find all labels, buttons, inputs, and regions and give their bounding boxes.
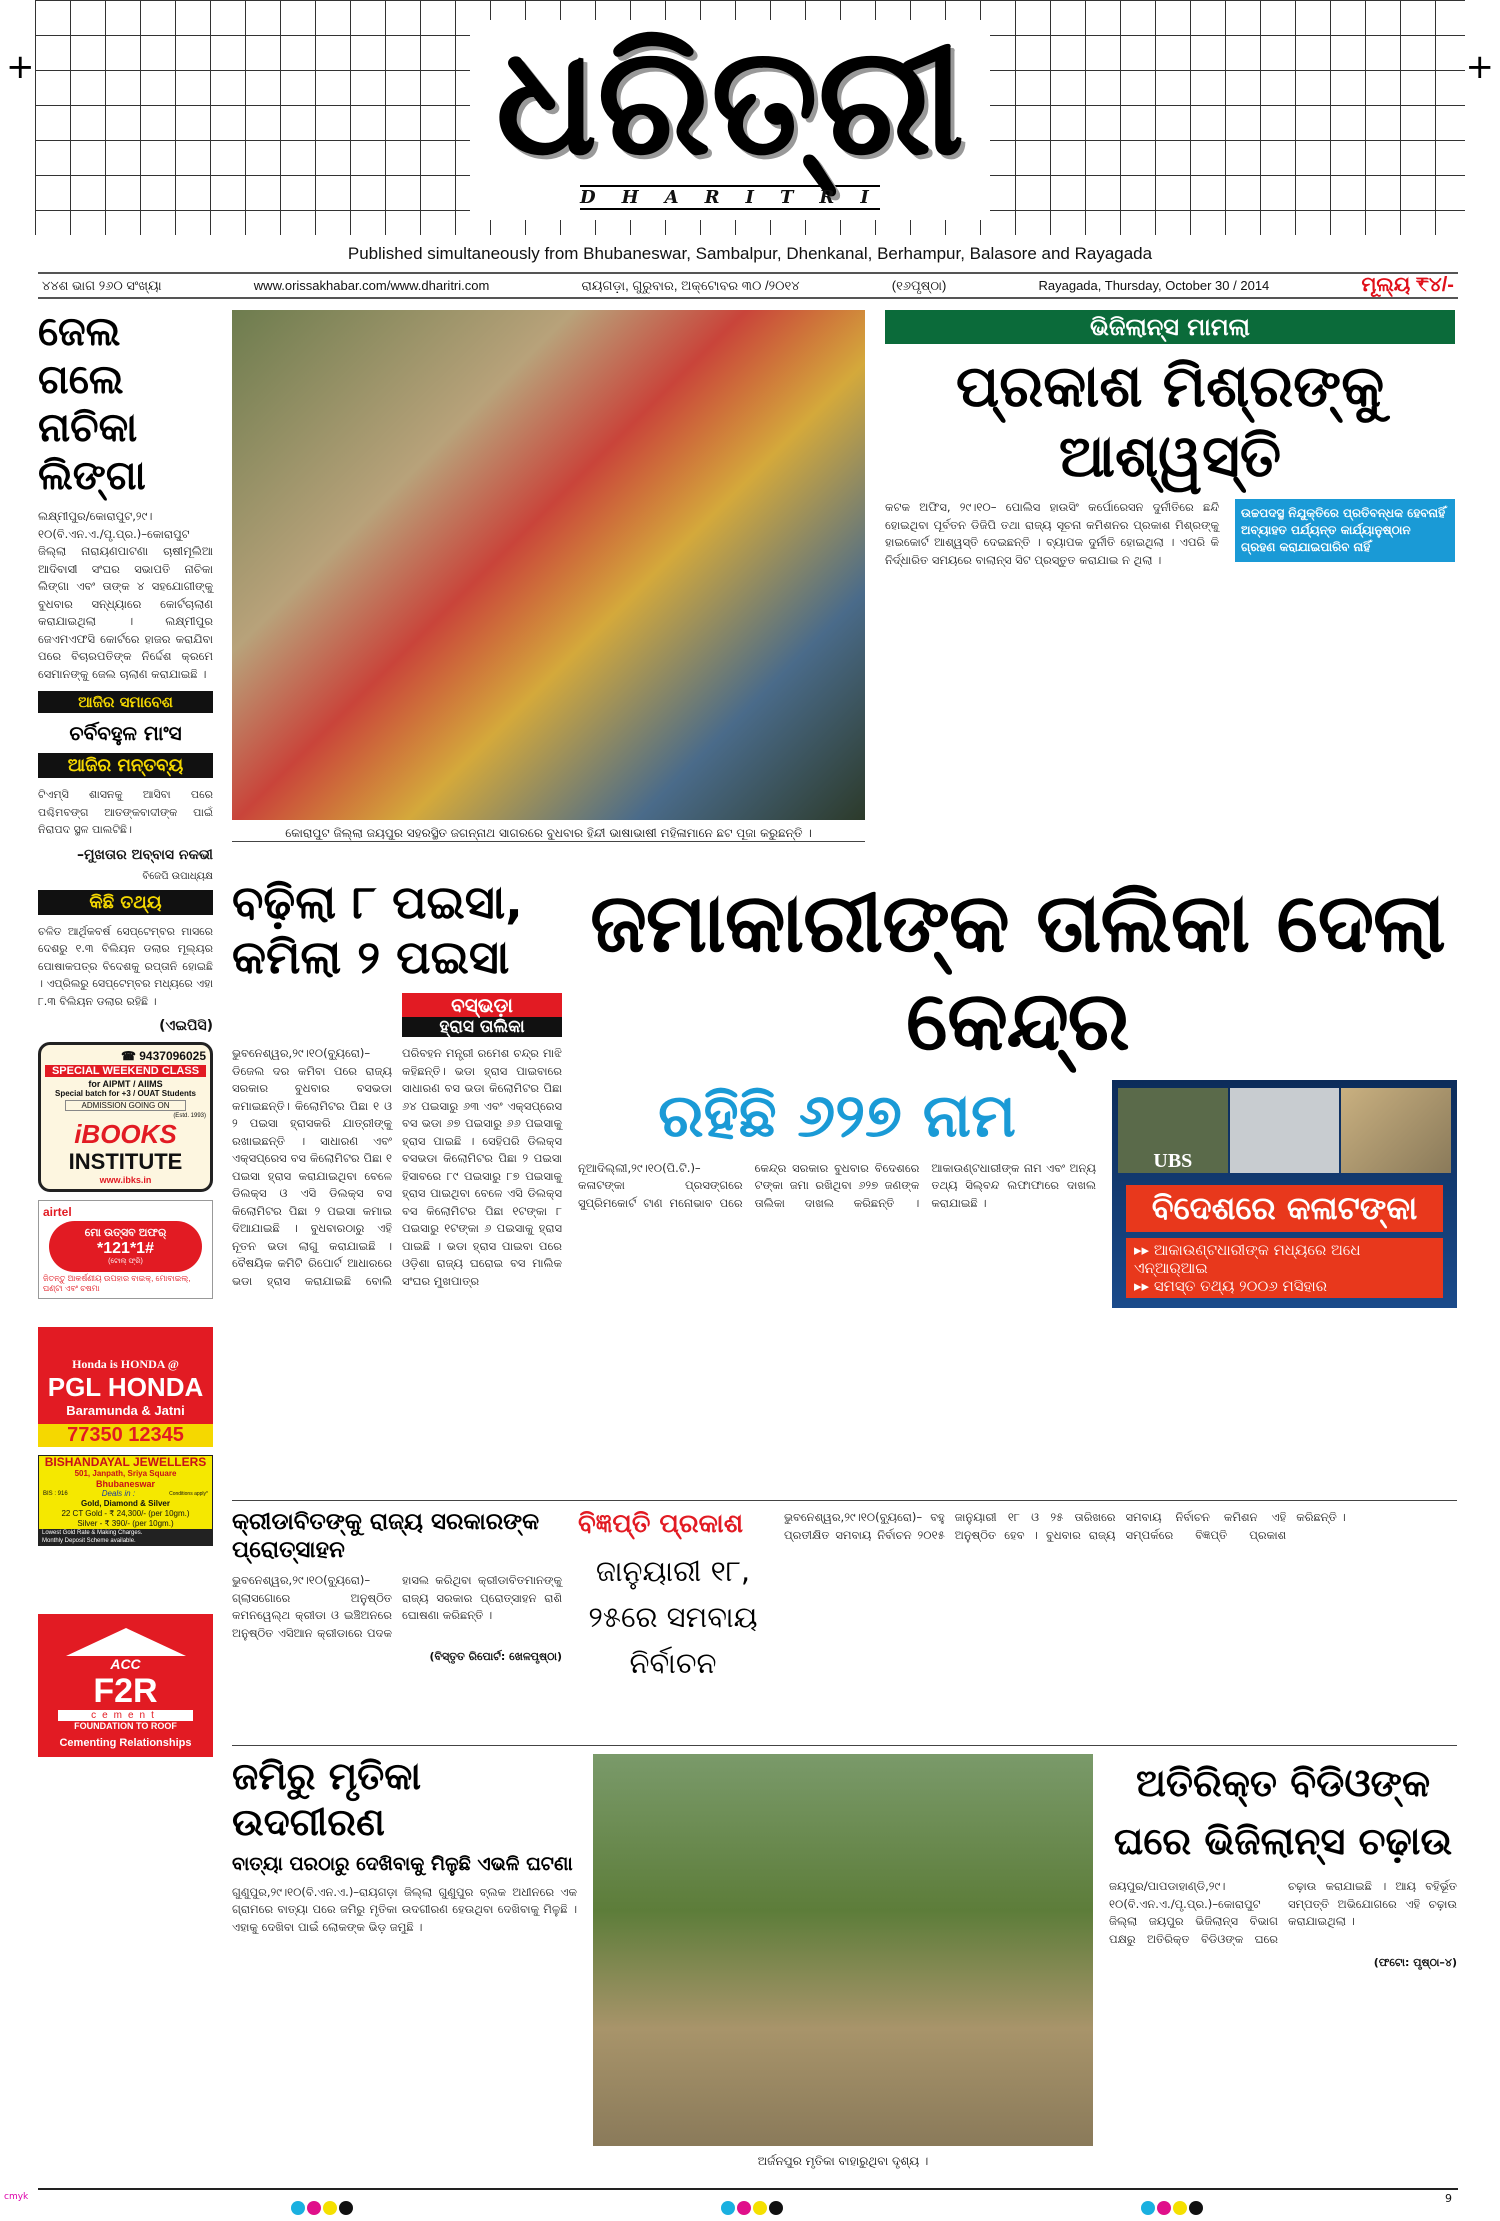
ibooks-phone: ☎ 9437096025 [120, 1049, 206, 1063]
bank-photo [1230, 1088, 1340, 1173]
conditions: Conditions apply* [169, 1491, 208, 1497]
photo-caption: କୋରାପୁଟ ଜିଲ୍ଲା ଜୟପୁର ସହରସ୍ଥିତ ଜଗନ୍ନାଥ ସାଗରରେ ବୁଧବାର ହିନ୍ଦୀ ଭାଷାଭାଷୀ ମହିଳାମାନେ ଛଟ ପୂଜା କରୁଛନ୍ତି । [232, 826, 865, 842]
bdo-body: ଜୟପୁର/ପାପଡାହାଣ୍ଡି,୨୯।୧୦(ବି.ଏନ.ଏ./ପୃ.ପ୍ର.)–କୋରାପୁଟ ଜିଲ୍ଲା ଜୟପୁର ଭିଜିଲାନ୍ସ ବିଭାଗ ପକ୍ଷରୁ ଅତିରିକ୍ତ ବିଡିଓଙ୍କ ଘରେ ଚଢ଼ାଉ କରାଯାଇଛି । ଆୟ ବହିର୍ଭୂତ ସମ୍ପତ୍ତି ଅଭିଯୋଗରେ ଏହି ଚଢ଼ାଉ କରାଯାଇଥିଲା । [1109, 1879, 1457, 1946]
ibooks-institute: INSTITUTE [68, 1149, 183, 1174]
soil-subhead: ବାତ୍ୟା ପରଠାରୁ ଦେଖିବାକୁ ମିଳୁଛି ଏଭଳି ଘଟଣା [232, 1853, 573, 1876]
bus-fare-body: ଭୁବନେଶ୍ୱର,୨୯।୧୦(ବ୍ୟୁରୋ)– ଡିଜେଲ ଦର କମିବା ପରେ ରାଜ୍ୟ ସରକାର ବୁଧବାର ବସଭଡା କମାଇଛନ୍ତି। କିଲୋମିଟର ପିଛା ୧ ଓ ୨ ପଇସା ହ୍ରାସକରି ଯାତ୍ରୀଙ୍କୁ ରଖାଇଛନ୍ତି । ସାଧାରଣ ଏବଂ ଏକ୍ସପ୍ରେସ ବସ କିଲୋମିଟର ପିଛା ୧ ପଇସା ହ୍ରାସ କରାଯାଇଥିବା ବେଳେ ଡିଲକ୍ସ ଓ ଏସି ଡିଲକ୍ସ ବସ କିଲୋମିଟର ପିଛା ୨ ପଇସା କମାଇ ଦିଆଯାଇଛି । ବୁଧବାରଠାରୁ ଏହି ନୂତନ ଭଡା ଲାଗୁ କରାଯାଇଛି । ବୈଷୟିକ କମିଟି ରିପୋର୍ଟ ଆଧାରରେ ଭଡା ହ୍ରାସ କରାଯାଇଛି ବୋଲି ପରିବହନ ମନ୍ତ୍ରୀ ରମେଶ ଚନ୍ଦ୍ର ମାଝି କହିଛନ୍ତି। ଭଡା ହ୍ରାସ ପାଇବାରେ ସାଧାରଣ ବସ ଭଡା କିଲୋମିଟର ପିଛା ୬୪ ପଇସାରୁ ୬୩ ଏବଂ ଏକ୍ସପ୍ରେସ ବସ ଭଡା ୬୭ ପଇସାରୁ ୬୬ ପଇସାକୁ ହ୍ରାସ ପାଇଛି । ସେହିପରି ଡିଲକ୍ସ ବସଭଡା କିଲୋମିଟର ପିଛା ୨ ପଇସା ହିସାବରେ ୮୯ ପଇସାରୁ ୮୭ ପଇସାକୁ ହ୍ରାସ ପାଇଥିବା ବେଳେ ଏସି ଡିଲକ୍ସ ବସ କିଲୋମିଟର ପିଛା ୧ଟଙ୍କା ୮ ପଇସାରୁ ୧ଟଙ୍କା ୬ ପଇସାକୁ ହ୍ରାସ ପାଇଛି । ଭଡା ହ୍ରାସ ପାଇବା ପରେ ଓଡ଼ିଶା ରାଜ୍ୟ ଘରୋଇ ବସ ମାଲିକ ସଂଘର ମୁଖପାତ୍ର [232, 1046, 562, 1288]
ibooks-line2: Special batch for +3 / OUAT Students [55, 1089, 196, 1098]
bus-fare-story [232, 875, 562, 1290]
honda-ad[interactable] [38, 1327, 213, 1447]
sports-body: ଭୁବନେଶ୍ୱର,୨୯।୧୦(ବ୍ୟୁରୋ)– ଗ୍ଲାସଗୋରେ ଅନୁଷ୍ଠିତ କମନୱେଲ୍‌ଥ କ୍ରୀଡା ଓ ଇଞ୍ଚିଅନରେ ଅନୁଷ୍ଠିତ ଏସିଆନ କ୍ରୀଡାରେ ପଦକ ହାସଲ କରିଥିବା କ୍ରୀଡାବିତମାନଙ୍କୁ ରାଜ୍ୟ ସରକାର ପ୍ରୋତ୍ସାହନ ରାଶି ଘୋଷଣା କରିଛନ୍ତି । [232, 1573, 562, 1640]
logo-english: DHARITRI [580, 187, 895, 208]
footer-rule [38, 2188, 1458, 2190]
soil-photo-block [593, 1754, 1093, 2169]
registration-dots [720, 2200, 784, 2219]
soil-photo [593, 1754, 1093, 2146]
published-line: Published simultaneously from Bhubaneswar, Sambalpur, Dhenkanal, Berhampur, Balasore and Rayagada [347, 244, 1153, 263]
date-english: Rayagada, Thursday, October 30 / 2014 [1038, 278, 1270, 293]
info-bar [38, 272, 1458, 299]
lead-headline[interactable]: ଜମାକାରୀଙ୍କ ତାଲିକା ଦେଲା କେନ୍ଦ୍ର [590, 876, 1445, 1070]
bdo-headline[interactable]: ଅତିରିକ୍ତ ବିଡିଓଙ୍କ ଘରେ ଭିଜିଲାନ୍ସ ଚଢ଼ାଉ [1113, 1761, 1453, 1863]
ibooks-url[interactable]: www.ibks.in [99, 1175, 152, 1185]
ibooks-admission: ADMISSION GOING ON [65, 1100, 186, 1111]
quote-text: ଟିଏମ୍‌ସି ଶାସନକୁ ଆସିବା ପରେ ପଶ୍ଚିମବଙ୍ଗ ଆତଙ୍କବାଦୀଙ୍କ ପାଇଁ ନିରାପଦ ସ୍ଥଳ ପାଲଟିଛି। [38, 788, 213, 836]
ibooks-line1: for AIPMT / AIIMS [88, 1079, 163, 1089]
sidebar-item-1: ଚର୍ବିବହୁଳ ମାଂସ [69, 721, 182, 745]
lead-story [578, 875, 1457, 1308]
ubs-photo: UBS [1118, 1088, 1228, 1173]
black-money-box [1112, 1080, 1457, 1308]
box-point-2: ▸▸ ସମସ୍ତ ତଥ୍ୟ ୨୦୦୬ ମସିହାର [1134, 1276, 1328, 1295]
soil-body: ଗୁଣୁପୁର,୨୯।୧୦(ବି.ଏନ.ଏ.)–ରାୟଗଡ଼ା ଜିଲ୍ଲା ଗୁଣୁପୁର ବ୍ଲକ ଅଧୀନରେ ଏକ ଗ୍ରାମରେ ବାତ୍ୟା ପରେ ଜମିରୁ ମୃତିକା ଉଦଗୀରଣ ହେଉଥିବା ଦେଖିବାକୁ ମିଳୁଛି । ଏହାକୁ ଦେଖିବା ପାଇଁ ଲୋକଙ୍କ ଭିଡ଼ ଜମୁଛି । [232, 1884, 577, 1934]
airtel-offer: ମୋ ଉତ୍ସବ ଅଫର୍ [84, 1227, 167, 1239]
jeweller-city: Bhubaneswar [95, 1479, 155, 1489]
jeweller-bullet-1: Lowest Gold Rate & Making Charges. [42, 1530, 143, 1536]
logo-odia: ଧରିତ୍ରୀ [495, 20, 965, 189]
facts-source: (ଏଇପିସି) [159, 1018, 213, 1034]
volume-number: ୪୪ଶ ଭାଗ ୨୬୦ ସଂଖ୍ୟା [42, 277, 162, 293]
soil-headline[interactable]: ଜମିରୁ ମୃତିକା ଉଦଗୀରଣ [232, 1754, 421, 1844]
bdo-story [1109, 1754, 1457, 1970]
jeweller-items: Gold, Diamond & Silver [81, 1499, 170, 1508]
vigilance-body: କଟକ ଅଫିସ, ୨୯।୧୦– ପୋଲିସ ହାଉସିଂ କର୍ପୋରେସନ ଦୁର୍ନୀତିରେ ଛନ୍ଦି ହୋଇଥିବା ପୂର୍ବତନ ଡିଜିପି ତଥା ରାଜ୍ୟ ସୂଚନା କମିଶନର ପ୍ରକାଶ ମିଶ୍ରଙ୍କୁ ହାଇକୋର୍ଟ ଆଶ୍ୱସ୍ତି ଦେଇଛନ୍ତି । ବ୍ୟାପକ ଦୁର୍ନୀତି ହୋଇଥିଲା । ଏପରି କି ନିର୍ଦ୍ଧାରିତ ସମୟରେ ବାଲାନ୍ସ ସିଟ ପ୍ରସ୍ତୁତ କରାଯାଇ ନ ଥିଲା । [885, 500, 1219, 567]
masthead-logo[interactable] [470, 20, 990, 220]
sidebar-kicker-3: କିଛି ତଥ୍ୟ [38, 890, 213, 915]
bus-fare-badge [402, 993, 562, 1037]
black-money-headline: ବିଦେଶରେ କଳାଟଙ୍କା [1126, 1185, 1443, 1232]
vigilance-story [885, 310, 1455, 569]
jeweller-ad[interactable] [38, 1455, 213, 1546]
bis-mark: BIS : 916 [43, 1491, 68, 1497]
website-link[interactable]: www.orissakhabar.com/www.dharitri.com [253, 278, 490, 293]
acc-f2r: F2R [93, 1672, 158, 1710]
box-point-1: ▸▸ ଆକାଉଣ୍ଟଧାରୀଙ୍କ ମଧ୍ୟରେ ଅଧେ ଏନ୍‌ଆର୍‌ଆଇ [1134, 1240, 1361, 1277]
vigilance-kicker: ଭିଜିଲାନ୍ସ ମାମଲା [885, 310, 1455, 344]
airtel-ad[interactable] [38, 1200, 213, 1299]
facts-text: ଚଳିତ ଆର୍ଥିକବର୍ଷ ସେପ୍ଟେମ୍ବର ମାସରେ ଦେଶରୁ ୧.୩ ବିଲିୟନ ଡଲାର ମୂଲ୍ୟର ପୋଷାକପତ୍ର ବିଦେଶକୁ ରପ୍ତାନି ହୋଇଛି । ଏପ୍ରିଲରୁ ସେପ୍ଟେମ୍ବର ମଧ୍ୟରେ ଏହା ୮.୩ ବିଲିୟନ ଡଲାର ରହିଛି । [38, 924, 213, 1008]
sports-notice-section [232, 1500, 1457, 1735]
currency-photo [1341, 1088, 1451, 1173]
notice-headline[interactable]: ଜାନୁୟାରୀ ୧୮, ୨୫ରେ ସମବାୟ ନିର୍ବାଚନ [588, 1554, 758, 1681]
ibooks-title: SPECIAL WEEKEND CLASS [45, 1065, 206, 1077]
sidebar-kicker-1: ଆଜିର ସମାବେଶ [38, 691, 213, 713]
acc-slogan: Cementing Relationships [59, 1737, 192, 1749]
left-story-body: ଲକ୍ଷ୍ମୀପୁର/କୋରାପୁଟ,୨୯।୧୦(ବି.ଏନ.ଏ./ପୃ.ପ୍ର.)–କୋରାପୁଟ ଜିଲ୍ଲା ନାରାୟଣପାଟଣା ଚାଷୀମୂଲିଆ ଆଦିବାସୀ ସଂଘର ସଭାପତି ନାଚିକା ଲିଙ୍ଗା ଏବଂ ତାଙ୍କ ୪ ସହଯୋଗୀଙ୍କୁ ବୁଧବାର ସନ୍ଧ୍ୟାରେ କୋର୍ଟଚାଲାଣ କରାଯାଇଥିଲା । ଲକ୍ଷ୍ମୀପୁର ଜେଏମଏଫସି କୋର୍ଟରେ ହାଜର କରାଯିବା ପରେ ବିଚାରପତିଙ୍କ ନିର୍ଦ୍ଦେଶ କ୍ରମେ ସେମାନଙ୍କୁ ଜେଲ ଚାଲାଣ କରାଯାଇଛି । [38, 509, 213, 681]
airtel-prizes: ଜିତନ୍ତୁ ଆକର୍ଷଣୀୟ ଉପହାର ବାଇକ୍, ମୋବାଇଲ୍, ଘଣ୍ଟା ଏବଂ ଚଷମା [43, 1274, 191, 1293]
quote-author: –ମୁଖତାର ଅବ୍ବାସ ନକଭୀ [77, 846, 213, 863]
badge-top: ବସ୍‌ଭଡ଼ା [402, 993, 562, 1017]
gold-rate: 22 CT Gold - ₹ 24,300/- (per 10gm.) [61, 1509, 190, 1518]
date-odia: ରାୟଗଡ଼ା, ଗୁରୁବାର, ଅକ୍ଟୋବର ୩୦ /୨୦୧୪ [581, 277, 800, 293]
honda-place: Baramunda & Jatni [66, 1403, 185, 1418]
sports-headline[interactable]: କ୍ରୀଡାବିତଙ୍କୁ ରାଜ୍ୟ ସରକାରଙ୍କ ପ୍ରୋତ୍ସାହନ [232, 1509, 540, 1563]
registration-dots [290, 2200, 354, 2219]
house-icon [66, 1628, 186, 1656]
airtel-code: *121*1# [97, 1240, 154, 1257]
deals-label: Deals in : [101, 1489, 136, 1498]
lead-body: ନୂଆଦିଲ୍ଲୀ,୨୯।୧୦(ପି.ଟି.)– କଳାଟଙ୍କା ପ୍ରସଙ୍ଗରେ ସୁପ୍ରିମକୋର୍ଟ ଟାଣ ମନୋଭାବ ପରେ କେନ୍ଦ୍ର ସରକାର ବୁଧବାର ବିଦେଶରେ ଟଙ୍କା ଜମା ରଖିଥିବା ୬୨୭ ଜଣଙ୍କ ତାଲିକା ଦାଖଲ କରିଛନ୍ତି । ଆକାଉଣ୍ଟଧାରୀଙ୍କ ନାମ ଏବଂ ଅନ୍ୟ ତଥ୍ୟ ସିଲ୍‌ବନ୍ଦ ଲଫାଫାରେ ଦାଖଲ କରାଯାଇଛି । [578, 1160, 1096, 1210]
honda-name: PGL HONDA [47, 1372, 204, 1402]
jeweller-address: 501, Janpath, Sriya Square [74, 1469, 177, 1478]
notice-heading [578, 1509, 768, 1686]
vigilance-pullquote: ଉଚ୍ଚପଦସ୍ଥ ନିଯୁକ୍ତିରେ ପ୍ରତିବନ୍ଧକ ହେବନାହିଁ ଅବ୍ୟାହତ ପର୍ଯ୍ୟନ୍ତ କାର୍ଯ୍ୟାନୁଷ୍ଠାନ ଗ୍ରହଣ କରାଯାଇପାରିବ ନାହିଁ [1235, 499, 1455, 562]
bdo-credit: (ଫଟୋ: ପୃଷ୍ଠା–୪) [1373, 1956, 1457, 1969]
airtel-tollfree: (ଟୋଲ୍ ଫ୍ରି) [108, 1258, 143, 1265]
registration-mark-icon: + [6, 47, 35, 87]
honda-phone: 77350 12345 [38, 1424, 213, 1447]
silver-rate: Silver - ₹ 390/- (per 10gm.) [77, 1519, 174, 1528]
price: ମୂଲ୍ୟ ₹୪/- [1361, 274, 1454, 296]
acc-ad[interactable] [38, 1614, 213, 1757]
registration-dots [1140, 2200, 1204, 2219]
notice-kicker: ବିଜ୍ଞପ୍ତି ପ୍ରକାଶ [578, 1509, 744, 1539]
badge-bottom: ହ୍ରାସ ତାଲିକା [402, 1017, 562, 1037]
notice-body: ଭୁବନେଶ୍ୱର,୨୯।୧୦(ବ୍ୟୁରୋ)– ବହୁ ପ୍ରତୀକ୍ଷିତ ସମବାୟ ନିର୍ବାଚନ ୨୦୧୫ ଜାନୁୟାରୀ ୧୮ ଓ ୨୫ ତାରିଖରେ ଅନୁଷ୍ଠିତ ହେବ । ବୁଧବାର ରାଜ୍ୟ ସମବାୟ ନିର୍ବାଚନ କମିଶନ ଏହି ସମ୍ପର୍କରେ ବିଜ୍ଞପ୍ତି ପ୍ରକାଶ କରିଛନ୍ତି । [784, 1510, 1346, 1542]
quote-role: ବିଜେପି ଉପାଧ୍ୟକ୍ଷ [142, 870, 213, 882]
vigilance-headline[interactable]: ପ୍ରକାଶ ମିଶ୍ରଙ୍କୁ ଆଶ୍ୱସ୍ତି [955, 352, 1385, 490]
chhat-puja-photo [232, 310, 865, 820]
airtel-brand: airtel [43, 1205, 72, 1219]
sports-story [232, 1509, 562, 1664]
lead-section [232, 875, 1457, 1490]
ibooks-estd: (Estd. 1993) [173, 1113, 206, 1119]
sports-credit: (ବିସ୍ତୃତ ରିପୋର୍ଟ: ଖେଳପୃଷ୍ଠା) [429, 1650, 562, 1664]
honda-tag: Honda is HONDA @ [72, 1357, 179, 1371]
bottom-section [232, 1745, 1457, 2169]
jeweller-bullet-2: Monthly Deposit Scheme available. [42, 1538, 136, 1544]
soil-story [232, 1754, 577, 1936]
ibooks-brand: iBOOKS [74, 1119, 177, 1149]
left-column [38, 308, 213, 1757]
lead-subhead: ରହିଛି ୬୨୭ ନାମ [658, 1080, 1016, 1151]
acc-tagline: FOUNDATION TO ROOF [74, 1721, 177, 1731]
soil-photo-caption: ଅର୍ଜନପୁର ମୃତିକା ବାହାରୁଥିବା ଦୃଶ୍ୟ । [757, 2154, 929, 2168]
left-story-headline[interactable]: ଜେଲ ଗଲେ ନାଚିକା ଲିଙ୍ଗା [38, 309, 146, 499]
ibooks-ad[interactable] [38, 1042, 213, 1192]
page-count: (୧୬ପୃଷ୍ଠା) [891, 277, 947, 293]
jeweller-name: BISHANDAYAL JEWELLERS [44, 1455, 207, 1469]
registration-mark-icon: + [1465, 47, 1494, 87]
acc-cement: cement [58, 1710, 193, 1721]
acc-brand: ACC [110, 1656, 141, 1672]
page-number: 9 [1445, 2192, 1452, 2205]
bus-fare-headline[interactable]: ବଢ଼ିଲା ୮ ପଇସା, କମିଲା ୨ ପଇସା [232, 875, 523, 985]
main-lower [232, 875, 1457, 2169]
cmyk-mark: cmyk [4, 2192, 29, 2202]
sidebar-kicker-2: ଆଜିର ମନ୍ତବ୍ୟ [38, 753, 213, 778]
